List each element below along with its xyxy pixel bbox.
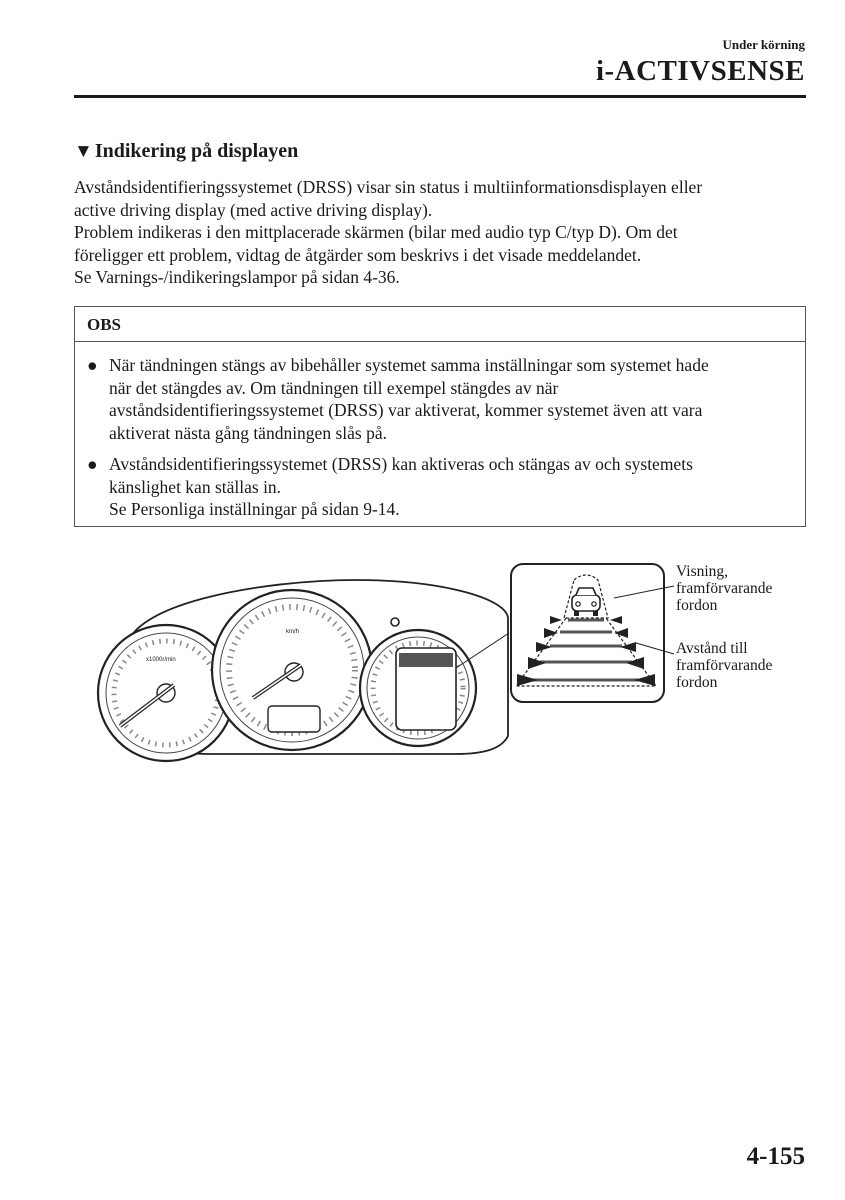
callout-line: Avstånd till — [676, 640, 748, 657]
title-rule — [74, 95, 806, 98]
note-list — [75, 354, 805, 521]
speedometer-gauge — [212, 590, 372, 750]
body-line: föreligger ett problem, vidtag de åtgärder som beskrivs i det visade meddelandet. — [74, 244, 642, 265]
multi-info-display-gauge — [360, 630, 476, 746]
body-line: Avståndsidentifieringssystemet (DRSS) visar sin status i multiinformationsdisplayen eller — [74, 177, 703, 197]
callout-line: framförvarande — [676, 580, 773, 597]
speed-unit-label: km/h — [286, 629, 300, 635]
bullet-icon: ● — [87, 454, 98, 474]
body-line: Se Varnings-/indikeringslampor på sidan 4-36. — [74, 267, 400, 287]
note-line: avståndsidentifieringssystemet (DRSS) var aktiverat, kommer systemet även att vara — [109, 400, 703, 420]
body-line: active driving display (med active driving display). — [74, 199, 433, 220]
section-heading-text: Indikering på displayen — [94, 140, 299, 162]
note-line: när det stängdes av. Om tändningen till exempel stängdes av när — [109, 377, 559, 398]
note-line: När tändningen stängs av bibehåller systemet samma inställningar som systemet hade — [109, 355, 709, 375]
indicator-light-icon — [391, 618, 399, 626]
tachometer-gauge — [98, 625, 234, 761]
page-title: i-ACTIVSENSE — [595, 55, 805, 87]
callout-line: fordon — [676, 674, 718, 691]
note-box — [74, 306, 806, 527]
note-item — [75, 354, 805, 444]
triangle-marker-icon: ▼ — [74, 141, 93, 162]
callout-line: framförvarande — [676, 657, 773, 674]
note-line: Avståndsidentifieringssystemet (DRSS) kan aktiveras och stängas av och systemets — [109, 454, 693, 474]
callout-line: fordon — [676, 597, 718, 614]
note-line: aktiverat nästa gång tändningen slås på. — [109, 422, 387, 443]
note-item — [75, 453, 805, 521]
section-body — [74, 176, 806, 289]
instrument-cluster-figure — [96, 558, 676, 778]
chapter-label: Under körning — [722, 37, 805, 52]
note-line: Se Personliga inställningar på sidan 9-14. — [109, 499, 400, 519]
callout-distance — [676, 640, 772, 691]
section-heading — [74, 140, 298, 163]
body-line: Problem indikeras i den mittplacerade skärmen (bilar med audio typ C/typ D). Om det — [74, 222, 678, 242]
callout-vehicle — [676, 563, 772, 614]
tacho-unit-label: x1000r/min — [146, 657, 176, 663]
note-line: känslighet kan ställas in. — [109, 476, 282, 497]
bullet-icon: ● — [87, 355, 98, 375]
callout-line: Visning, — [676, 563, 729, 580]
note-title: OBS — [75, 307, 805, 342]
drss-display-enlarged — [511, 564, 664, 702]
page-number: 4-155 — [746, 1143, 805, 1170]
